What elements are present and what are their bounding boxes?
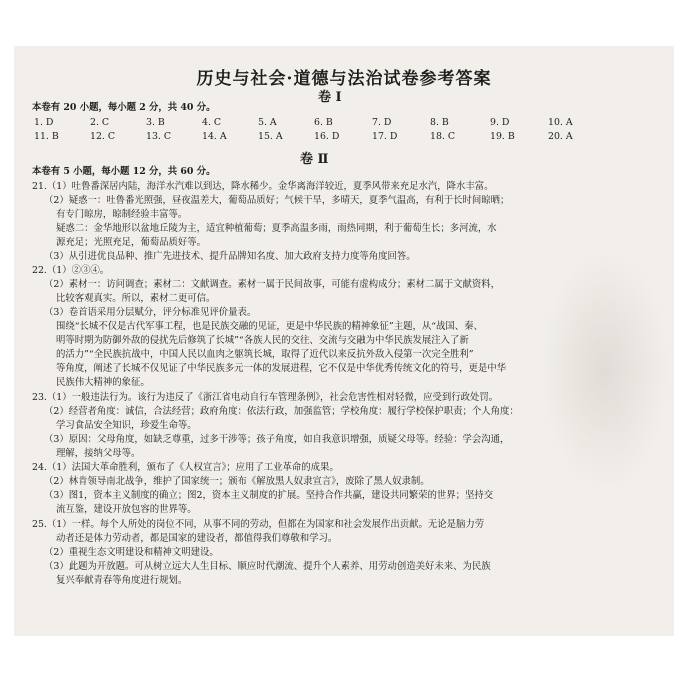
mc-answer: 20. A	[548, 131, 573, 142]
answer-line: 22.（1）②③④。	[32, 265, 110, 276]
answer-line: （3）卷首语采用分层赋分，评分标准见评价量表。	[44, 307, 257, 318]
part2-note: 本卷有 5 小题，每小题 12 分，共 60 分。	[32, 166, 216, 177]
answer-line: （2）重视生态文明建设和精神文明建设。	[44, 547, 219, 558]
answer-line: 流互鉴，建设开放包容的世界等。	[56, 504, 197, 515]
answer-line: （3）原因：父母角度，如缺乏尊重，过多干涉等；孩子角度，如自我意识增强，质疑父母等。经验：学会沟通，	[44, 434, 510, 445]
mc-answer: 11. B	[34, 131, 59, 142]
answer-line: 动者还是体力劳动者，都是国家的建设者，都值得我们尊敬和学习。	[56, 533, 338, 544]
answer-line: （2）疑惑一：吐鲁番光照强，昼夜温差大，葡萄品质好；气候干旱，多晴天，夏季气温高，有利于长时间晾晒；	[44, 195, 510, 206]
mc-answer: 12. C	[90, 131, 116, 142]
answer-line: 源充足；光照充足，葡萄品质好等。	[56, 237, 207, 248]
paper-shadow	[540, 250, 670, 490]
answer-line: 的活力”“全民族抗战中，中国人民以血肉之躯筑长城，取得了近代以来反抗外敌入侵第一次完全胜利”	[56, 349, 474, 360]
mc-answer: 4. C	[202, 117, 222, 128]
answer-line: 复兴奉献青春等角度进行规划。	[56, 575, 188, 586]
answer-line: （3）此题为开放题。可从树立远大人生目标、顺应时代潮流、提升个人素养、用劳动创造美好未来、为民族	[44, 561, 491, 572]
answer-line: 24.（1）法国大革命胜利，颁布了《人权宣言》；应用了工业革命的成果。	[32, 462, 339, 473]
answer-line: （2）经营者角度：诚信，合法经营；政府角度：依法行政，加强监管；学校角度：履行学校保护职责；个人角度：	[44, 406, 519, 417]
answer-line: （3）图1，资本主义制度的确立；图2，资本主义制度的扩展。坚持合作共赢，建设共同繁荣的世界；坚持交	[44, 490, 494, 501]
answer-line: 比较客观真实。所以，素材二更可信。	[56, 293, 216, 304]
answer-line: 疑惑二：金华地形以盆地丘陵为主，适宜种植葡萄；夏季高温多雨，雨热同期，利于葡萄生长；多河流，水	[56, 223, 497, 234]
answer-line: 21.（1）吐鲁番深居内陆，海洋水汽难以到达，降水稀少。金华离海洋较近，夏季风带来充足水汽，降水丰富。	[32, 181, 494, 192]
answer-line: （2）素材一：访问调查；素材二：文献调查。素材一属于民间故事，可能有虚构成分；素材二属于文献资料，	[44, 279, 500, 290]
mc-answer: 8. B	[430, 117, 449, 128]
answer-line: 围绕“长城不仅是古代军事工程，也是民族交融的见证，更是中华民族的精神象征”主题，从“战国、秦、	[56, 321, 483, 332]
part1-heading: 卷 Ⅰ	[318, 90, 342, 105]
mc-answer: 13. C	[146, 131, 172, 142]
answer-line: 有专门晾房，晾制经验丰富等。	[56, 209, 188, 220]
answer-line: 理解，接纳父母等。	[56, 448, 141, 459]
mc-answer: 14. A	[202, 131, 227, 142]
mc-answer: 16. D	[314, 131, 340, 142]
mc-answer: 5. A	[258, 117, 277, 128]
part2-heading: 卷 Ⅱ	[300, 152, 329, 167]
mc-answer: 15. A	[258, 131, 283, 142]
answer-line: 学习食品安全知识，珍爱生命等。	[56, 420, 197, 431]
answer-line: 等角度，阐述了长城不仅见证了中华民族多元一体的发展进程，它不仅是中华优秀传统文化的符号，更是中华	[56, 363, 507, 374]
mc-answer: 10. A	[548, 117, 573, 128]
mc-answer: 6. B	[314, 117, 333, 128]
part1-note: 本卷有 20 小题，每小题 2 分，共 40 分。	[32, 102, 216, 113]
answer-line: （3）从引进优良品种、推广先进技术、提升品牌知名度、加大政府支持力度等角度回答。	[44, 251, 416, 262]
answer-line: 23.（1）一般违法行为。该行为违反了《浙江省电动自行车管理条例》，社会危害性相对轻微，应受到行政处罚。	[32, 392, 499, 403]
mc-answer: 19. B	[490, 131, 515, 142]
mc-answer: 2. C	[90, 117, 110, 128]
mc-answer: 7. D	[372, 117, 392, 128]
mc-answer: 9. D	[490, 117, 510, 128]
answer-line: 25.（1）一样。每个人所处的岗位不同，从事不同的劳动，但都在为国家和社会发展作出贡献。无论是脑力劳	[32, 519, 485, 530]
mc-answer: 17. D	[372, 131, 398, 142]
page-title: 历史与社会·道德与法治试卷参考答案	[196, 69, 492, 89]
answer-line: （2）林肯领导南北战争，维护了国家统一；颁布《解放黑人奴隶宣言》，废除了黑人奴隶制。	[44, 476, 430, 487]
mc-answer: 3. B	[146, 117, 165, 128]
answer-line: 民族伟大精神的象征。	[56, 377, 150, 388]
answer-line: 明等时期为防御外敌的侵扰先后修筑了长城”“各族人民的交往、交流与交融为中华民族发展注入了新	[56, 335, 469, 346]
mc-answer: 18. C	[430, 131, 456, 142]
mc-answer: 1. D	[34, 117, 54, 128]
